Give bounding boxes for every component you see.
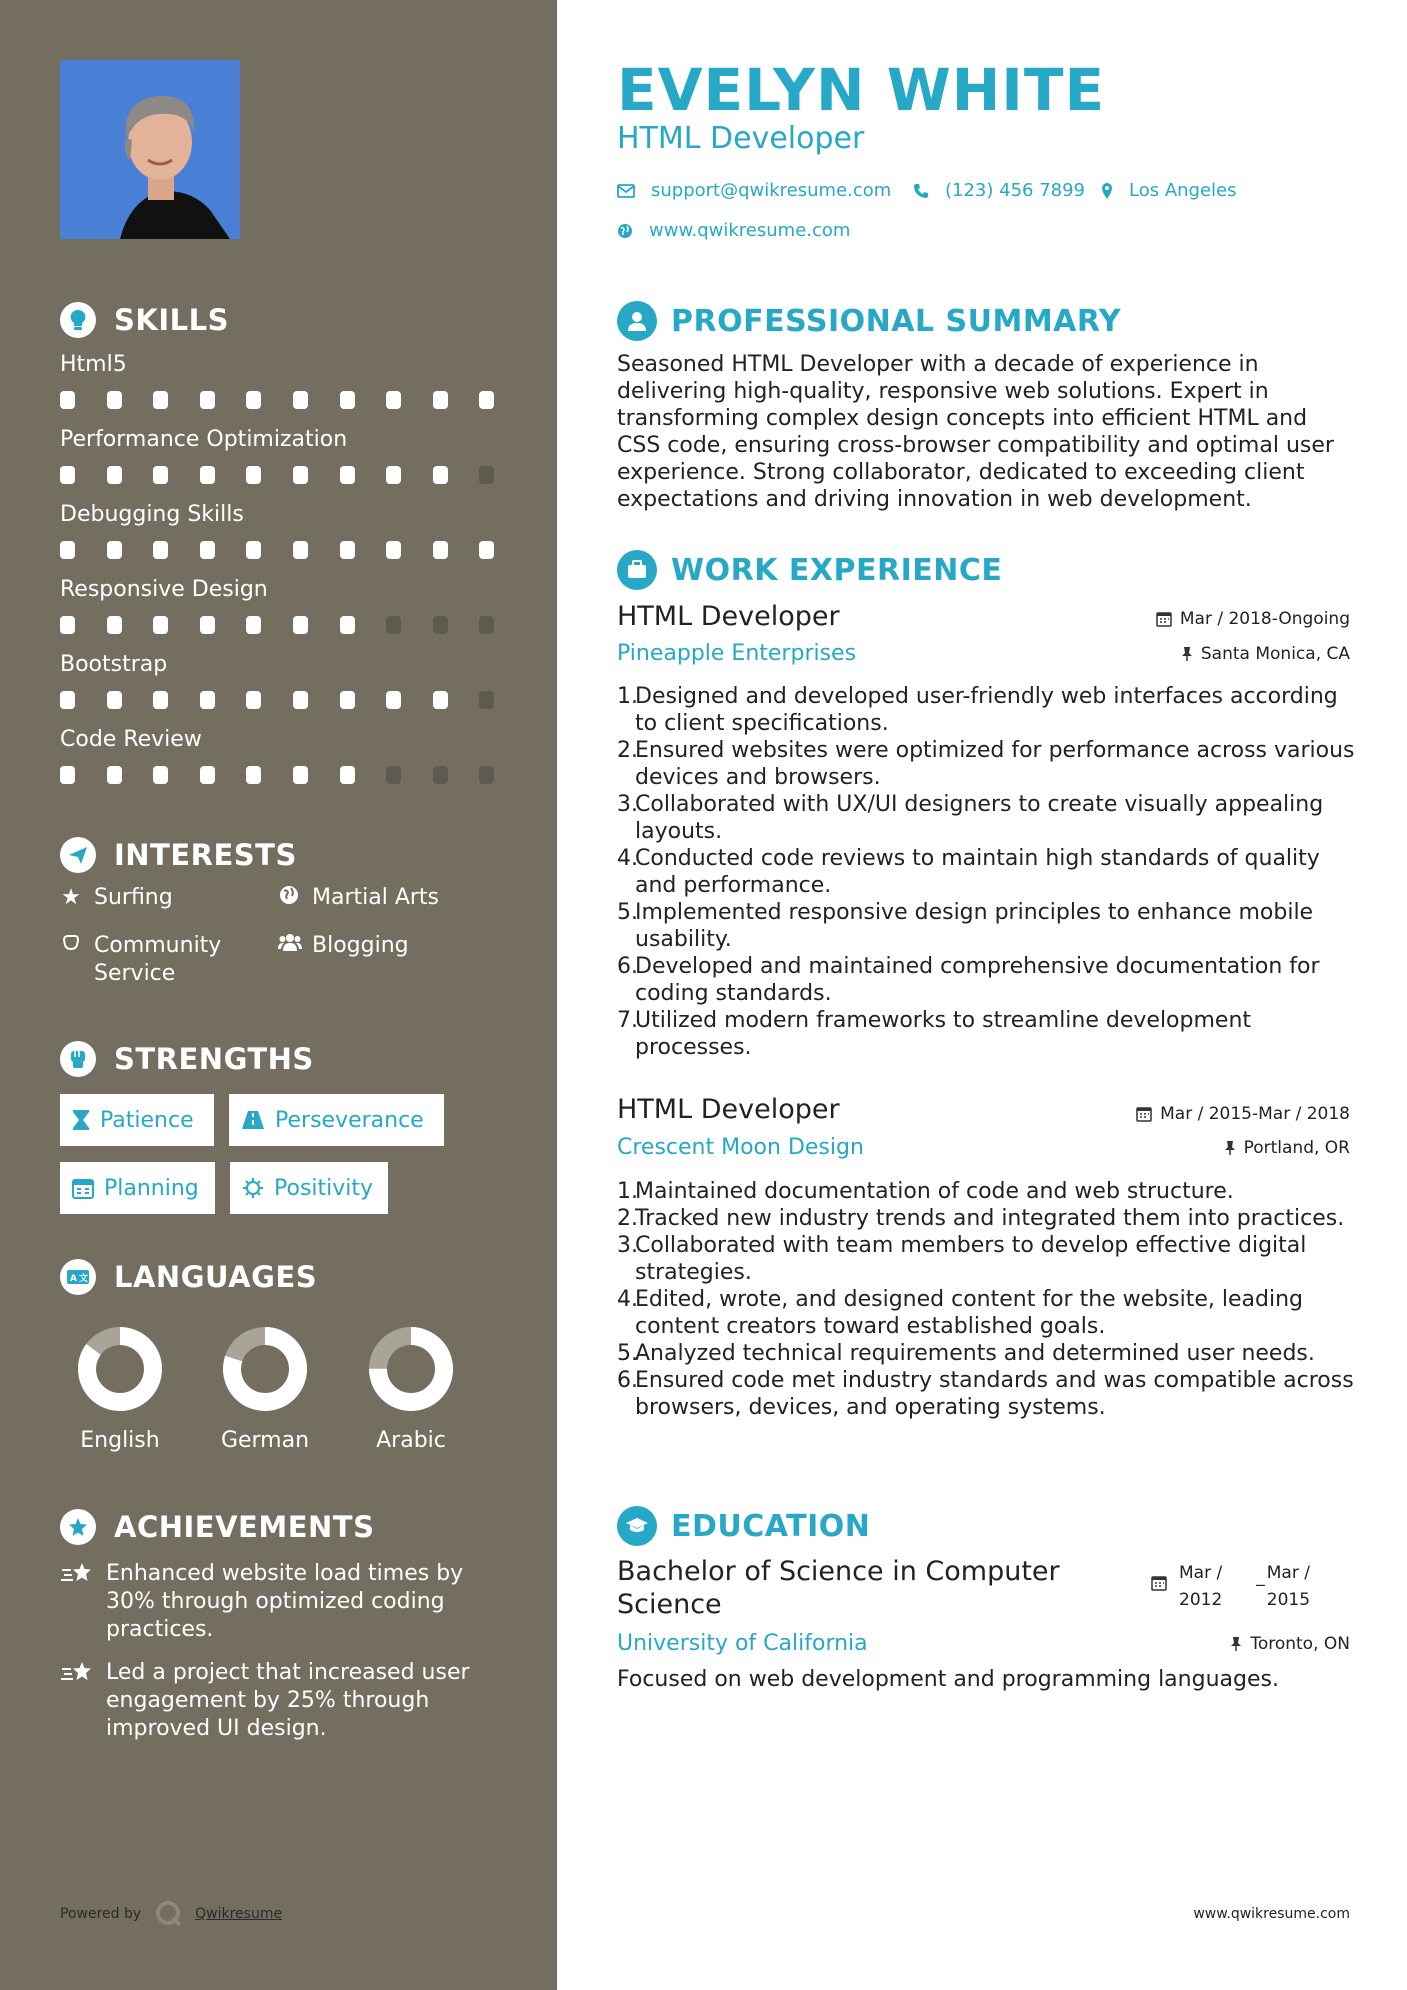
language-name: Arabic bbox=[376, 1428, 446, 1453]
skill-dot bbox=[107, 541, 122, 559]
skill-dot bbox=[433, 391, 448, 409]
job-title: HTML Developer bbox=[617, 601, 840, 632]
skill-dot bbox=[200, 766, 215, 784]
contact-phone bbox=[913, 180, 1085, 201]
candidate-role: HTML Developer bbox=[617, 121, 865, 156]
job-point: 2. Ensured websites were optimized for performance across various devices and browsers. bbox=[617, 738, 1355, 790]
briefcase-icon bbox=[617, 550, 657, 590]
skill-dot bbox=[246, 466, 261, 484]
interest-item: Blogging bbox=[278, 932, 409, 960]
achievement-item: Enhanced website load times by 30% through optimized coding practices. bbox=[60, 1560, 490, 1644]
qwikresume-logo-icon bbox=[155, 1900, 183, 1928]
graduation-cap-icon bbox=[617, 1506, 657, 1546]
languages-heading: A 文 LANGUAGES bbox=[60, 1259, 317, 1295]
education-dates bbox=[1151, 1560, 1310, 1614]
pushpin-icon bbox=[1224, 1140, 1236, 1156]
globe-icon bbox=[278, 884, 300, 912]
skill-dot bbox=[433, 766, 448, 784]
hourglass-icon bbox=[72, 1109, 90, 1131]
user-icon bbox=[617, 301, 657, 341]
job-point: 7. Utilized modern frameworks to streamline development processes. bbox=[617, 1008, 1252, 1060]
skill-dot bbox=[60, 466, 75, 484]
skill-rating bbox=[60, 466, 526, 484]
job-point: 4. Conducted code reviews to maintain high standards of quality and performance. bbox=[617, 846, 1320, 898]
profile-photo bbox=[60, 60, 240, 239]
phone-number: (123) 456 7899 bbox=[945, 180, 1086, 201]
skill-dot bbox=[340, 616, 355, 634]
job-point: 1. Maintained documentation of code and web structure. bbox=[617, 1179, 1234, 1204]
job-location: Santa Monica, CA bbox=[1181, 644, 1350, 664]
calendar-icon bbox=[1136, 1106, 1152, 1122]
contact-website bbox=[617, 220, 850, 241]
skill-dot bbox=[386, 466, 401, 484]
interest-item: Martial Arts bbox=[278, 884, 439, 912]
school-location: Toronto, ON bbox=[1230, 1634, 1350, 1654]
experience-heading: WORK EXPERIENCE bbox=[617, 550, 1002, 590]
job-date: Mar / 2018-Ongoing bbox=[1156, 609, 1350, 629]
skill-dot bbox=[433, 691, 448, 709]
skill-rating bbox=[60, 766, 526, 784]
company-name: Crescent Moon Design bbox=[617, 1135, 864, 1160]
envelope-icon bbox=[617, 184, 635, 198]
strength-badge: Patience bbox=[60, 1094, 214, 1146]
strengths-heading: STRENGTHS bbox=[60, 1041, 314, 1077]
skill-dot bbox=[433, 616, 448, 634]
education-start: Mar / 2012 bbox=[1179, 1563, 1223, 1610]
language-ring bbox=[368, 1326, 454, 1412]
skill-dot bbox=[200, 466, 215, 484]
paper-plane-icon bbox=[60, 837, 96, 873]
phone-icon bbox=[913, 183, 929, 199]
skill-dot bbox=[246, 541, 261, 559]
skill-dot bbox=[293, 391, 308, 409]
skill-dot bbox=[60, 766, 75, 784]
map-marker-icon bbox=[1101, 182, 1113, 200]
job-date: Mar / 2015-Mar / 2018 bbox=[1136, 1104, 1350, 1124]
email-link[interactable]: support@qwikresume.com bbox=[651, 180, 892, 201]
job-points-list bbox=[617, 683, 1362, 1061]
skill-dot bbox=[479, 691, 494, 709]
skill-dot bbox=[107, 391, 122, 409]
skill-dot bbox=[386, 766, 401, 784]
strength-badge: Perseverance bbox=[229, 1094, 444, 1146]
skill-dot bbox=[293, 616, 308, 634]
candidate-name: EVELYN WHITE bbox=[617, 56, 1106, 124]
calendar-icon bbox=[72, 1177, 94, 1199]
skill-dot bbox=[246, 391, 261, 409]
interest-item bbox=[60, 932, 221, 988]
skill-dot bbox=[479, 766, 494, 784]
skill-dot bbox=[340, 391, 355, 409]
skill-dot bbox=[386, 691, 401, 709]
svg-text:A: A bbox=[70, 1274, 78, 1284]
job-point: 5. Implemented responsive design principles to enhance mobile usability. bbox=[617, 900, 1314, 952]
users-icon bbox=[278, 932, 300, 960]
skill-name: Debugging Skills bbox=[60, 502, 244, 527]
skill-dot bbox=[386, 541, 401, 559]
hand-icon bbox=[60, 932, 82, 960]
skill-dot bbox=[200, 691, 215, 709]
sidebar bbox=[0, 0, 557, 1990]
skill-rating bbox=[60, 391, 526, 409]
skill-dot bbox=[60, 616, 75, 634]
skill-dot bbox=[153, 616, 168, 634]
skill-dot bbox=[107, 466, 122, 484]
skill-dot bbox=[60, 691, 75, 709]
skill-dot bbox=[60, 391, 75, 409]
job-point: 1. Designed and developed user-friendly web interfaces according to client specifications. bbox=[617, 684, 1338, 736]
date-separator: _ bbox=[1256, 1567, 1265, 1587]
skill-dot bbox=[293, 466, 308, 484]
skill-dot bbox=[340, 541, 355, 559]
interests-heading: INTERESTS bbox=[60, 837, 297, 873]
website-link[interactable]: www.qwikresume.com bbox=[649, 220, 851, 241]
shooting-star-icon bbox=[60, 1659, 94, 1743]
language-item bbox=[50, 1326, 190, 1453]
skill-dot bbox=[293, 691, 308, 709]
achievement-item: Led a project that increased user engagement by 25% through improved UI design. bbox=[60, 1659, 490, 1743]
skill-dot bbox=[200, 616, 215, 634]
skill-dot bbox=[107, 691, 122, 709]
skill-name: Code Review bbox=[60, 727, 202, 752]
language-name: German bbox=[220, 1428, 310, 1453]
footer-url[interactable]: www.qwikresume.com bbox=[1193, 1906, 1350, 1922]
summary-heading: PROFESSIONAL SUMMARY bbox=[617, 301, 1121, 341]
powered-by: Powered by Qwikresume bbox=[60, 1900, 282, 1928]
globe-icon bbox=[617, 223, 633, 239]
skill-dot bbox=[246, 691, 261, 709]
skill-name: Html5 bbox=[60, 352, 127, 377]
star-badge-icon bbox=[60, 1509, 96, 1545]
strength-badge: Planning bbox=[60, 1162, 215, 1214]
skill-dot bbox=[479, 616, 494, 634]
language-name: English bbox=[80, 1428, 160, 1453]
skill-dot bbox=[293, 541, 308, 559]
skill-name: Performance Optimization bbox=[60, 427, 348, 452]
language-icon bbox=[60, 1259, 96, 1295]
achievements-heading: ACHIEVEMENTS bbox=[60, 1509, 374, 1545]
skill-rating bbox=[60, 691, 526, 709]
skill-dot bbox=[246, 616, 261, 634]
education-end: Mar / 2015 bbox=[1266, 1563, 1311, 1610]
skill-dot bbox=[107, 616, 122, 634]
job-point: 3. Collaborated with team members to develop effective digital strategies. bbox=[617, 1233, 1307, 1285]
shooting-star-icon bbox=[60, 1560, 94, 1644]
fist-icon bbox=[60, 1041, 96, 1077]
job-points-list bbox=[617, 1178, 1362, 1421]
contact-location bbox=[1101, 180, 1237, 201]
road-icon bbox=[241, 1110, 265, 1130]
education-heading: EDUCATION bbox=[617, 1506, 870, 1546]
summary-text: Seasoned HTML Developer with a decade of experience in delivering high-quality, responsive web solutions. Expert in transforming complex design concepts into efficient HTML and CSS code, ensuring cross-browser compatibility and optimal user experience. Strong collaborator, dedicated to exceeding client expectations and driving innovation in web development. bbox=[617, 352, 1334, 512]
skill-dot bbox=[340, 466, 355, 484]
job-point: 2. Tracked new industry trends and integrated them into practices. bbox=[617, 1206, 1345, 1231]
skill-dot bbox=[200, 541, 215, 559]
skill-dot bbox=[479, 391, 494, 409]
pushpin-icon bbox=[1181, 646, 1193, 662]
skill-dot bbox=[107, 766, 122, 784]
skill-dot bbox=[340, 766, 355, 784]
interest-item: ★ Surfing bbox=[61, 885, 173, 910]
main-content bbox=[557, 0, 1407, 1990]
lightbulb-icon bbox=[60, 302, 96, 338]
job-location: Portland, OR bbox=[1224, 1138, 1350, 1158]
skill-dot bbox=[153, 766, 168, 784]
skill-dot bbox=[153, 691, 168, 709]
language-ring bbox=[77, 1326, 163, 1412]
school-name: University of California bbox=[617, 1631, 868, 1656]
skill-dot bbox=[433, 466, 448, 484]
job-point: 6. Ensured code met industry standards and was compatible across browsers, devices, and operating systems. bbox=[617, 1368, 1354, 1420]
svg-text:文: 文 bbox=[79, 1274, 89, 1284]
skill-dot bbox=[60, 541, 75, 559]
skill-dot bbox=[386, 616, 401, 634]
pushpin-icon bbox=[1230, 1636, 1242, 1652]
skill-dot bbox=[433, 541, 448, 559]
star-icon: ★ bbox=[61, 885, 81, 910]
degree-title: Bachelor of Science in Computer Science bbox=[617, 1556, 1060, 1620]
interest-community-label: Community Service bbox=[94, 933, 222, 986]
skill-dot bbox=[153, 541, 168, 559]
skill-rating bbox=[60, 616, 526, 634]
skill-dot bbox=[479, 541, 494, 559]
job-point: 6. Developed and maintained comprehensive documentation for coding standards. bbox=[617, 954, 1320, 1006]
company-name: Pineapple Enterprises bbox=[617, 641, 857, 666]
location-text: Los Angeles bbox=[1129, 180, 1237, 201]
job-point: 5. Analyzed technical requirements and determined user needs. bbox=[617, 1341, 1315, 1366]
skill-dot bbox=[386, 391, 401, 409]
contact-email bbox=[617, 180, 891, 201]
skill-dot bbox=[293, 766, 308, 784]
strength-badge: Positivity bbox=[230, 1162, 388, 1214]
language-ring bbox=[222, 1326, 308, 1412]
language-item bbox=[341, 1326, 481, 1453]
skill-dot bbox=[153, 466, 168, 484]
education-description: Focused on web development and programming languages. bbox=[617, 1667, 1279, 1692]
skill-dot bbox=[340, 691, 355, 709]
sun-icon bbox=[242, 1177, 264, 1199]
job-point: 4. Edited, wrote, and designed content for the website, leading content creators toward established goals. bbox=[617, 1287, 1304, 1339]
job-title: HTML Developer bbox=[617, 1094, 840, 1125]
skill-name: Responsive Design bbox=[60, 577, 268, 602]
qwikresume-link[interactable]: Qwikresume bbox=[195, 1906, 283, 1922]
skill-dot bbox=[246, 766, 261, 784]
skill-name: Bootstrap bbox=[60, 652, 168, 677]
skill-dot bbox=[200, 391, 215, 409]
skill-rating bbox=[60, 541, 526, 559]
language-item bbox=[195, 1326, 335, 1453]
skill-dot bbox=[479, 466, 494, 484]
job-point: 3. Collaborated with UX/UI designers to create visually appealing layouts. bbox=[617, 792, 1324, 844]
calendar-icon bbox=[1156, 611, 1172, 627]
skills-heading: SKILLS bbox=[60, 302, 229, 338]
skill-dot bbox=[153, 391, 168, 409]
calendar-icon bbox=[1151, 1575, 1167, 1614]
